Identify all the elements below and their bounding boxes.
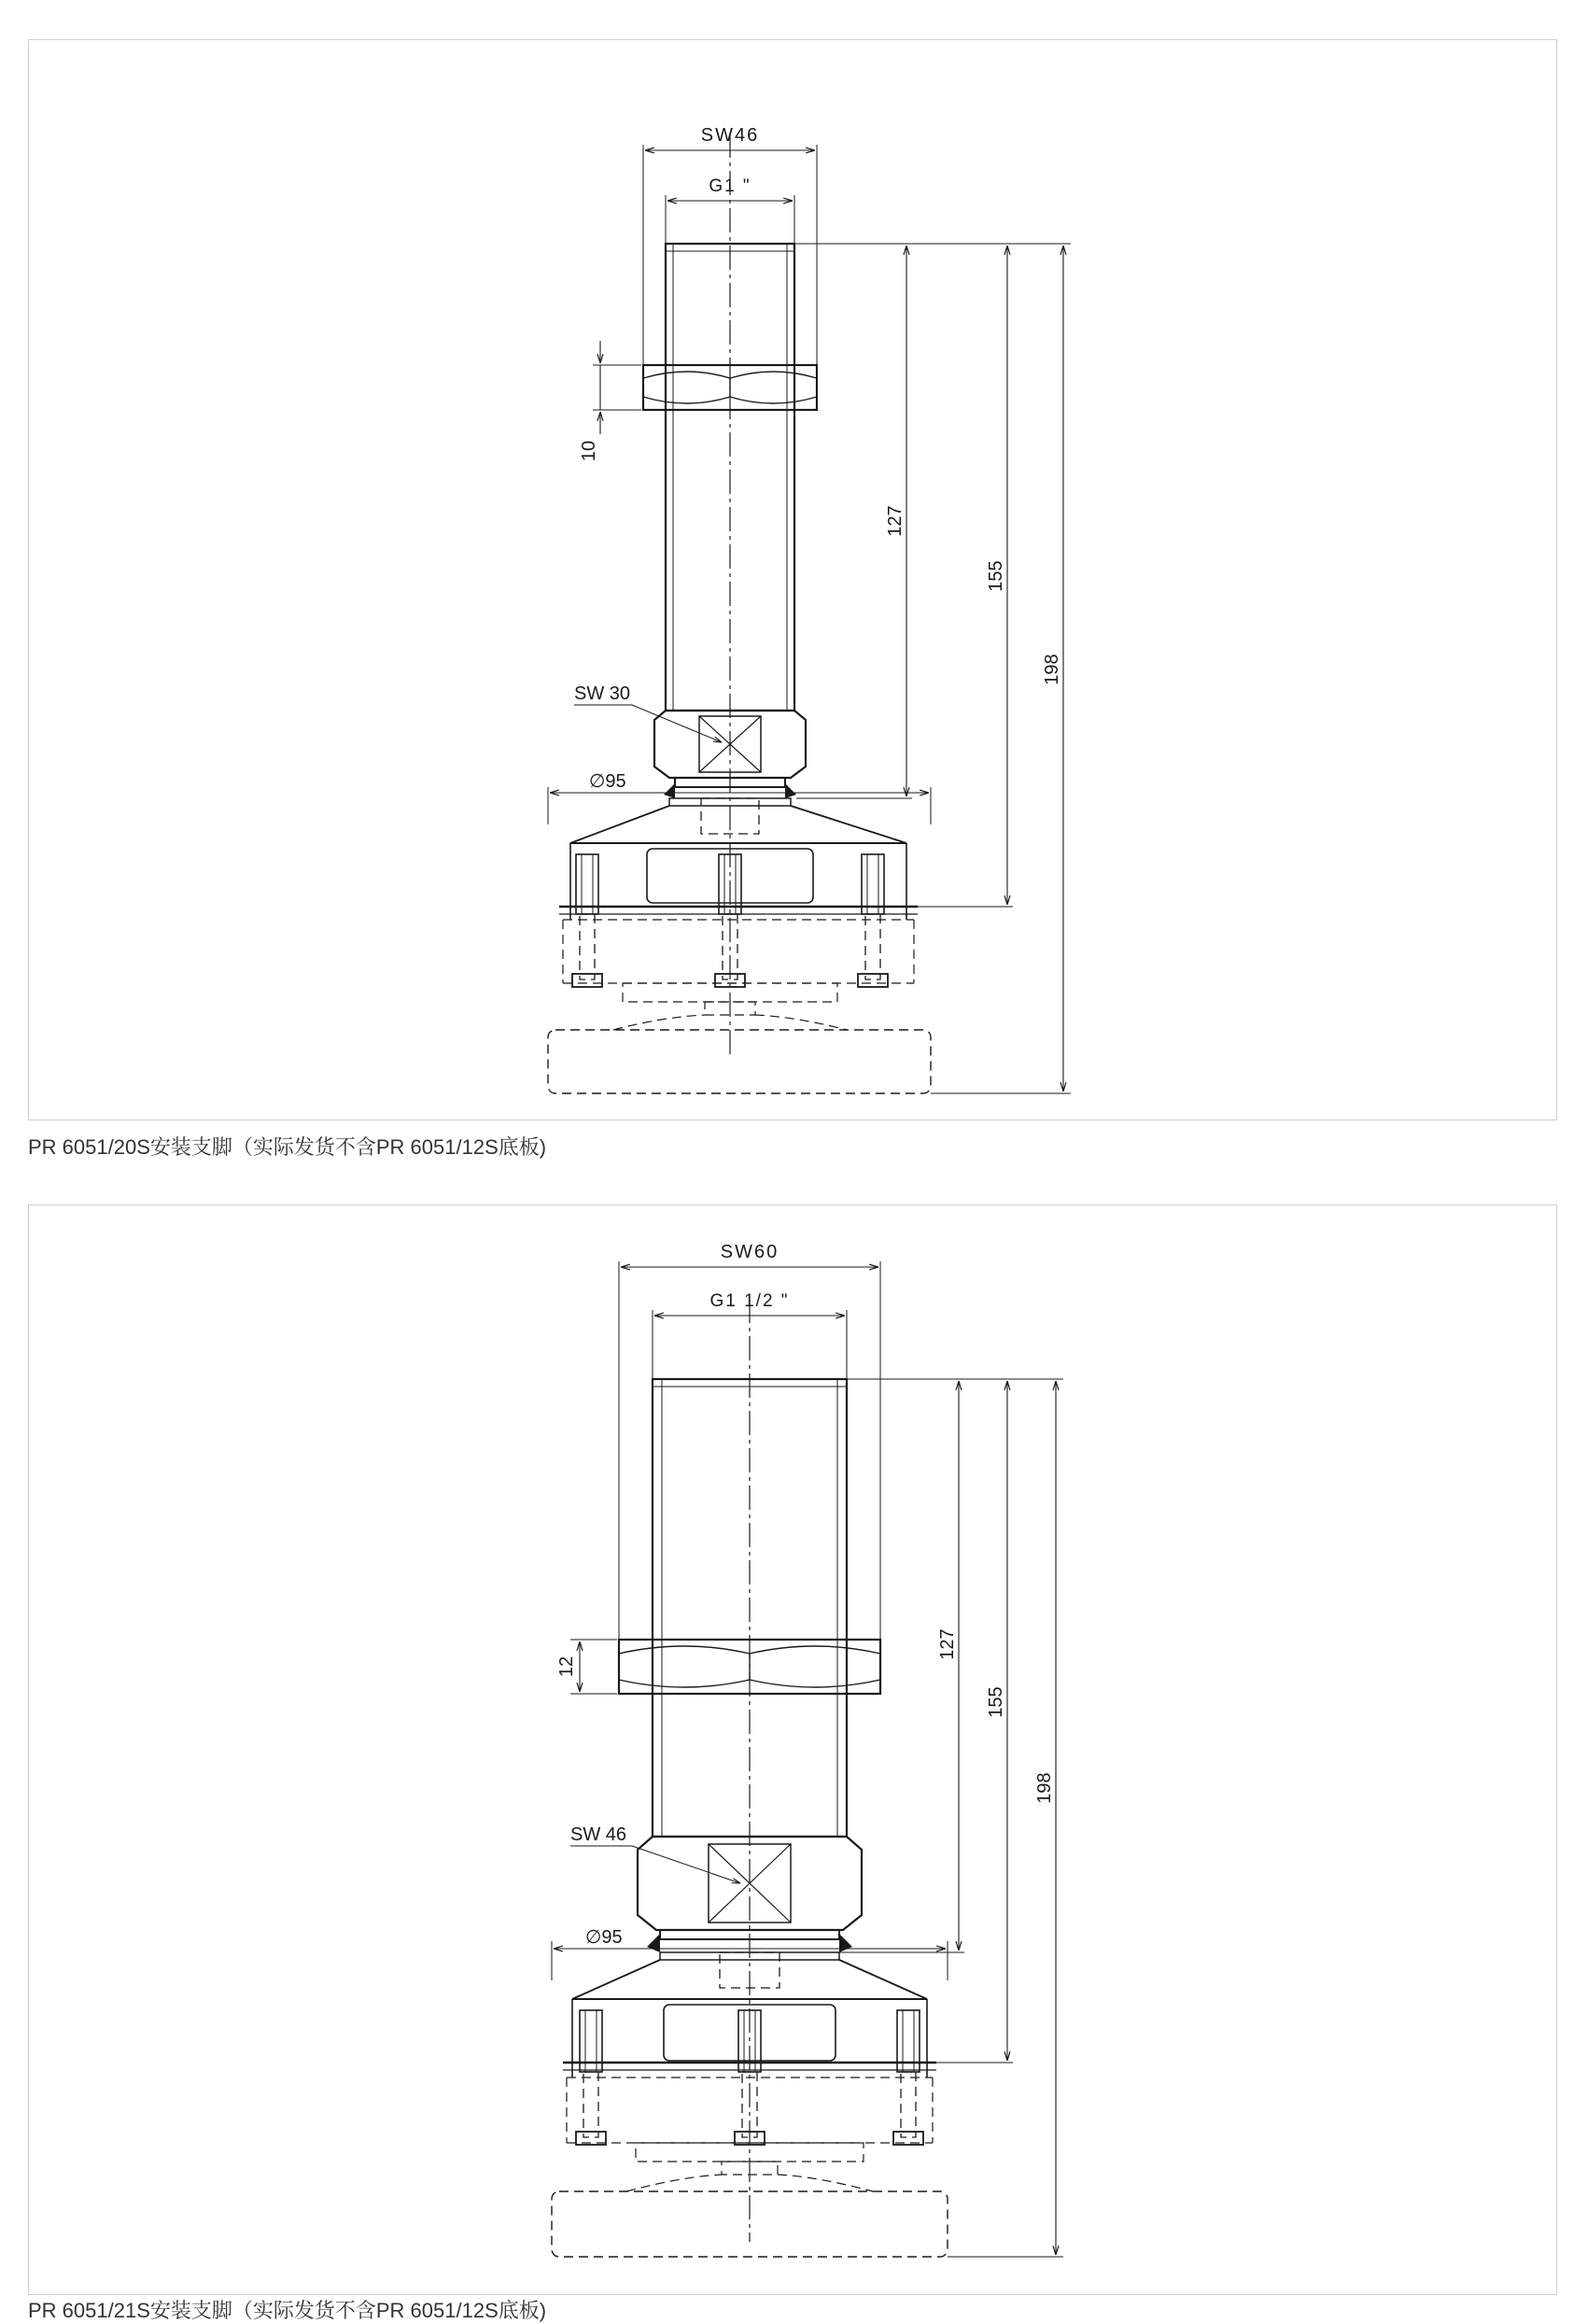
dim-155 [912, 244, 1013, 907]
drawing-frame-2 [28, 1204, 1557, 2295]
label-wrench-bottom: SW 30 [574, 683, 631, 704]
label-dim-198: 198 [1034, 1772, 1055, 1804]
label-dim-155: 155 [986, 1686, 1006, 1718]
housing [570, 798, 906, 920]
label-nut-height: 12 [556, 1655, 577, 1678]
base-plate [548, 983, 931, 1093]
label-wrench-top: SW46 [700, 125, 760, 146]
drawing-frame-1 [28, 39, 1557, 1120]
label-wrench-top: SW60 [720, 1242, 779, 1262]
leader-sw-bottom [570, 1824, 740, 1883]
leader-sw-bottom [574, 683, 722, 742]
dim-198 [931, 244, 1071, 1093]
label-dim-127: 127 [937, 1628, 958, 1660]
label-nut-height: 10 [579, 440, 599, 462]
dim-nut-height [556, 1640, 617, 1694]
label-wrench-bottom: SW 46 [570, 1824, 627, 1845]
caption-figure-1: PR 6051/20S安装支脚（实际发货不含PR 6051/12S底板) [28, 1135, 547, 1159]
caption-figure-2: PR 6051/21S安装支脚（实际发货不含PR 6051/12S底板) [28, 2299, 547, 2322]
mounting-foot-drawing-2 [29, 1205, 1558, 2296]
label-thread: G1 " [709, 176, 751, 196]
label-diameter: ∅95 [589, 771, 626, 792]
mounting-foot-drawing-1 [29, 40, 1558, 1121]
label-dim-198: 198 [1042, 654, 1062, 685]
label-dim-127: 127 [885, 505, 906, 537]
bolt-right [858, 854, 888, 987]
mounting-flange [559, 907, 918, 983]
dim-nut-height [579, 341, 641, 461]
dim-127 [794, 244, 912, 798]
label-diameter: ∅95 [585, 1927, 623, 1948]
label-thread: G1 1/2 " [709, 1291, 790, 1311]
dim-127 [839, 1379, 964, 1952]
label-dim-155: 155 [986, 560, 1006, 592]
dim-198 [948, 1379, 1063, 2257]
bolt-left [572, 854, 602, 987]
